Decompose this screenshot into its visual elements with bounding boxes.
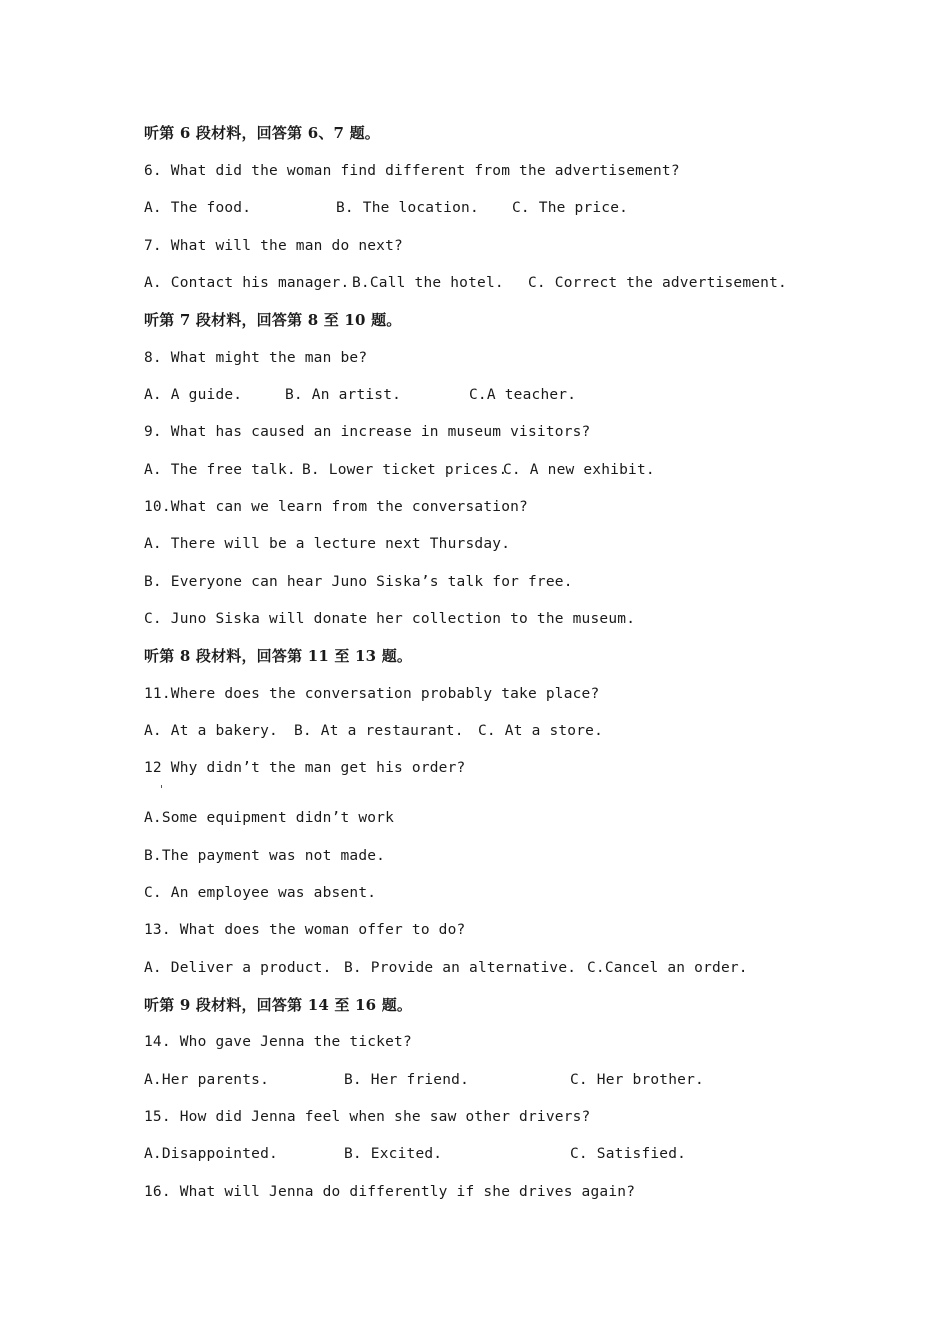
- question-13: 13. What does the woman offer to do?: [144, 922, 466, 938]
- question-9-option-a: A. The free talk.: [144, 462, 296, 478]
- question-6-option-b: B. The location.: [336, 200, 479, 216]
- scan-speck: [161, 785, 162, 788]
- question-8: 8. What might the man be?: [144, 350, 368, 366]
- question-7-option-c: C. Correct the advertisement.: [528, 275, 787, 291]
- question-10: 10.What can we learn from the conversation?: [144, 499, 528, 515]
- question-7: 7. What will the man do next?: [144, 238, 403, 254]
- question-13-option-c: C.Cancel an order.: [587, 960, 748, 976]
- question-6: 6. What did the woman find different from the advertisement?: [144, 163, 680, 179]
- question-8-option-a: A. A guide.: [144, 387, 243, 403]
- question-9-option-c: C. A new exhibit.: [503, 462, 655, 478]
- question-10-option-c: C. Juno Siska will donate her collection to the museum.: [144, 611, 636, 627]
- question-15-option-c: C. Satisfied.: [570, 1146, 687, 1162]
- question-12-option-b: B.The payment was not made.: [144, 848, 386, 864]
- question-15: 15. How did Jenna feel when she saw other drivers?: [144, 1109, 591, 1125]
- question-12-option-c: C. An employee was absent.: [144, 885, 377, 901]
- question-14-option-a: A.Her parents.: [144, 1072, 270, 1088]
- question-11-option-c: C. At a store.: [478, 723, 604, 739]
- question-14: 14. Who gave Jenna the ticket?: [144, 1034, 412, 1050]
- section-heading-7: 听第 7 段材料，回答第 8 至 10 题。: [144, 311, 402, 329]
- question-13-option-a: A. Deliver a product.: [144, 960, 332, 976]
- question-7-option-a: A. Contact his manager.: [144, 275, 350, 291]
- section-heading-8: 听第 8 段材料，回答第 11 至 13 题。: [144, 647, 413, 665]
- question-11-option-b: B. At a restaurant.: [294, 723, 464, 739]
- question-11-option-a: A. At a bakery.: [144, 723, 278, 739]
- question-12-option-a: A.Some equipment didn’t work: [144, 810, 395, 826]
- section-heading-9: 听第 9 段材料，回答第 14 至 16 题。: [144, 996, 413, 1014]
- question-15-option-a: A.Disappointed.: [144, 1146, 278, 1162]
- question-12: 12 Why didn’t the man get his order?: [144, 760, 466, 776]
- question-14-option-b: B. Her friend.: [344, 1072, 470, 1088]
- question-10-option-a: A. There will be a lecture next Thursday.: [144, 536, 511, 552]
- question-16: 16. What will Jenna do differently if she drives again?: [144, 1184, 636, 1200]
- question-13-option-b: B. Provide an alternative.: [344, 960, 577, 976]
- question-10-option-b: B. Everyone can hear Juno Siska’s talk for free.: [144, 574, 573, 590]
- question-8-option-b: B. An artist.: [285, 387, 402, 403]
- question-15-option-b: B. Excited.: [344, 1146, 443, 1162]
- question-6-option-c: C. The price.: [512, 200, 629, 216]
- question-8-option-c: C.A teacher.: [469, 387, 577, 403]
- question-14-option-c: C. Her brother.: [570, 1072, 704, 1088]
- question-9: 9. What has caused an increase in museum visitors?: [144, 424, 591, 440]
- section-heading-6: 听第 6 段材料，回答第 6、7 题。: [144, 124, 381, 142]
- question-6-option-a: A. The food.: [144, 200, 252, 216]
- question-7-option-b: B.Call the hotel.: [352, 275, 504, 291]
- question-9-option-b: B. Lower ticket prices.: [302, 462, 508, 478]
- question-11: 11.Where does the conversation probably take place?: [144, 686, 600, 702]
